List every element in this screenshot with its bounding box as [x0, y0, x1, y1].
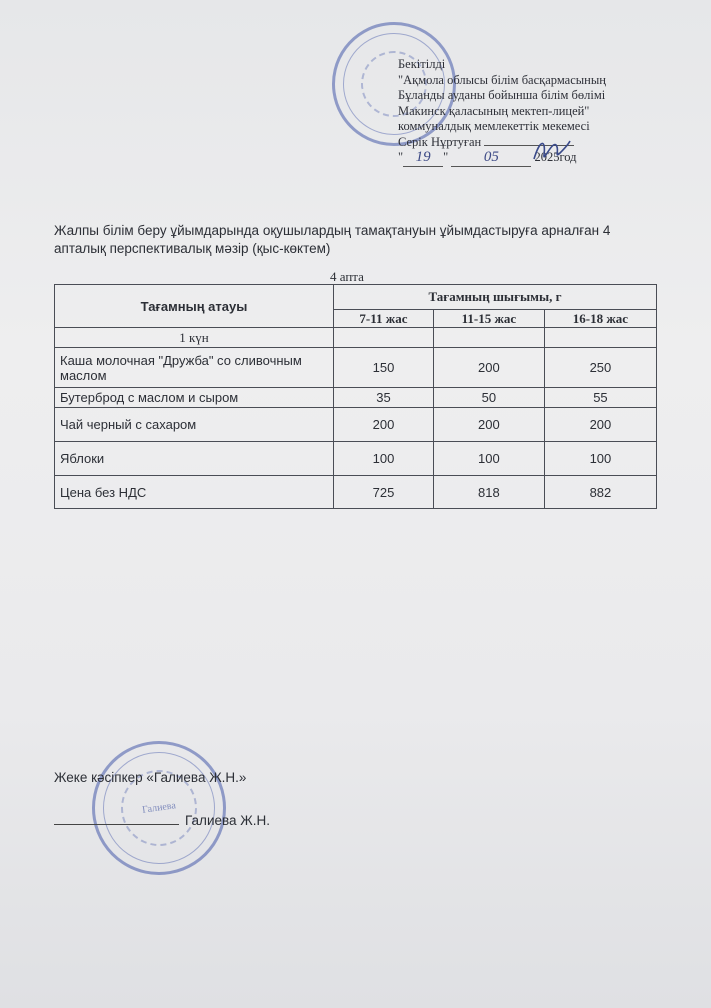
portion-value: 250: [544, 348, 656, 388]
handwritten-signature: [530, 135, 577, 165]
portion-value: 150: [334, 348, 434, 388]
header-age-1: 7-11 жас: [334, 310, 434, 328]
table-row-price: [55, 476, 657, 509]
table-row: [55, 348, 657, 388]
official-seal-bottom: [80, 729, 239, 888]
portion-value: 100: [334, 442, 434, 476]
price-value: 818: [433, 476, 544, 509]
table-row: [55, 408, 657, 442]
portion-value: 35: [334, 388, 434, 408]
header-age-3: 16-18 жас: [544, 310, 656, 328]
portion-value: 200: [433, 348, 544, 388]
week-label: 4 апта: [330, 269, 364, 284]
price-label: Цена без НДС: [55, 476, 334, 509]
dish-name: Чай черный с сахаром: [55, 408, 334, 442]
empty-cell: [544, 328, 656, 348]
approval-line-1: "Ақмола облысы білім басқармасының: [398, 72, 606, 87]
table-day-row: [55, 328, 657, 348]
seal-text: Галиева: [141, 800, 177, 816]
approval-heading: Бекітілді: [398, 57, 446, 71]
quote-open: ": [398, 150, 404, 164]
footer-entrepreneur: Жеке кәсіпкер «Галиева Ж.Н.»: [54, 770, 247, 785]
dish-name: Бутерброд с маслом и сыром: [55, 388, 334, 408]
document-title: Жалпы білім беру ұйымдарында оқушылардың тамақтануын ұйымдастыруға арналған 4 апталық перспективалық мәзір (қыс-көктем): [54, 223, 611, 256]
table-row: [55, 388, 657, 408]
empty-cell: [433, 328, 544, 348]
approval-line-2: Бұланды ауданы бойынша білім бөлімі: [398, 88, 606, 102]
approval-line-4: коммуналдық мемлекеттік мекемесі: [398, 119, 590, 133]
empty-cell: [334, 328, 434, 348]
quote-close: ": [443, 150, 449, 164]
price-value: 725: [334, 476, 434, 509]
menu-table: [54, 284, 657, 509]
header-age-2: 11-15 жас: [433, 310, 544, 328]
header-dish-name: Тағамның атауы: [55, 285, 334, 328]
day-label: 1 күн: [55, 328, 334, 348]
approval-line-3: Макинск қаласының мектеп-лицей": [398, 103, 590, 118]
portion-value: 200: [334, 408, 434, 442]
portion-value: 200: [544, 408, 656, 442]
portion-value: 50: [433, 388, 544, 408]
footer-signature-row: [54, 812, 354, 828]
header-output: Тағамның шығымы, г: [334, 285, 657, 310]
approval-date-year: 2025год: [534, 150, 577, 164]
table-header-row: [55, 285, 657, 310]
dish-name: Каша молочная "Дружба" со сливочным маслом: [55, 348, 334, 388]
footer-signature-line: [54, 812, 179, 825]
table-row: [55, 442, 657, 476]
portion-value: 100: [433, 442, 544, 476]
approval-date-month: 05: [451, 150, 531, 167]
approval-signer: Серік Нұртуған: [398, 134, 482, 149]
portion-value: 200: [433, 408, 544, 442]
price-value: 882: [544, 476, 656, 509]
portion-value: 100: [544, 442, 656, 476]
portion-value: 55: [544, 388, 656, 408]
approval-date-day: 19: [403, 150, 443, 167]
dish-name: Яблоки: [55, 442, 334, 476]
footer-signer-name: Галиева Ж.Н.: [185, 813, 270, 828]
